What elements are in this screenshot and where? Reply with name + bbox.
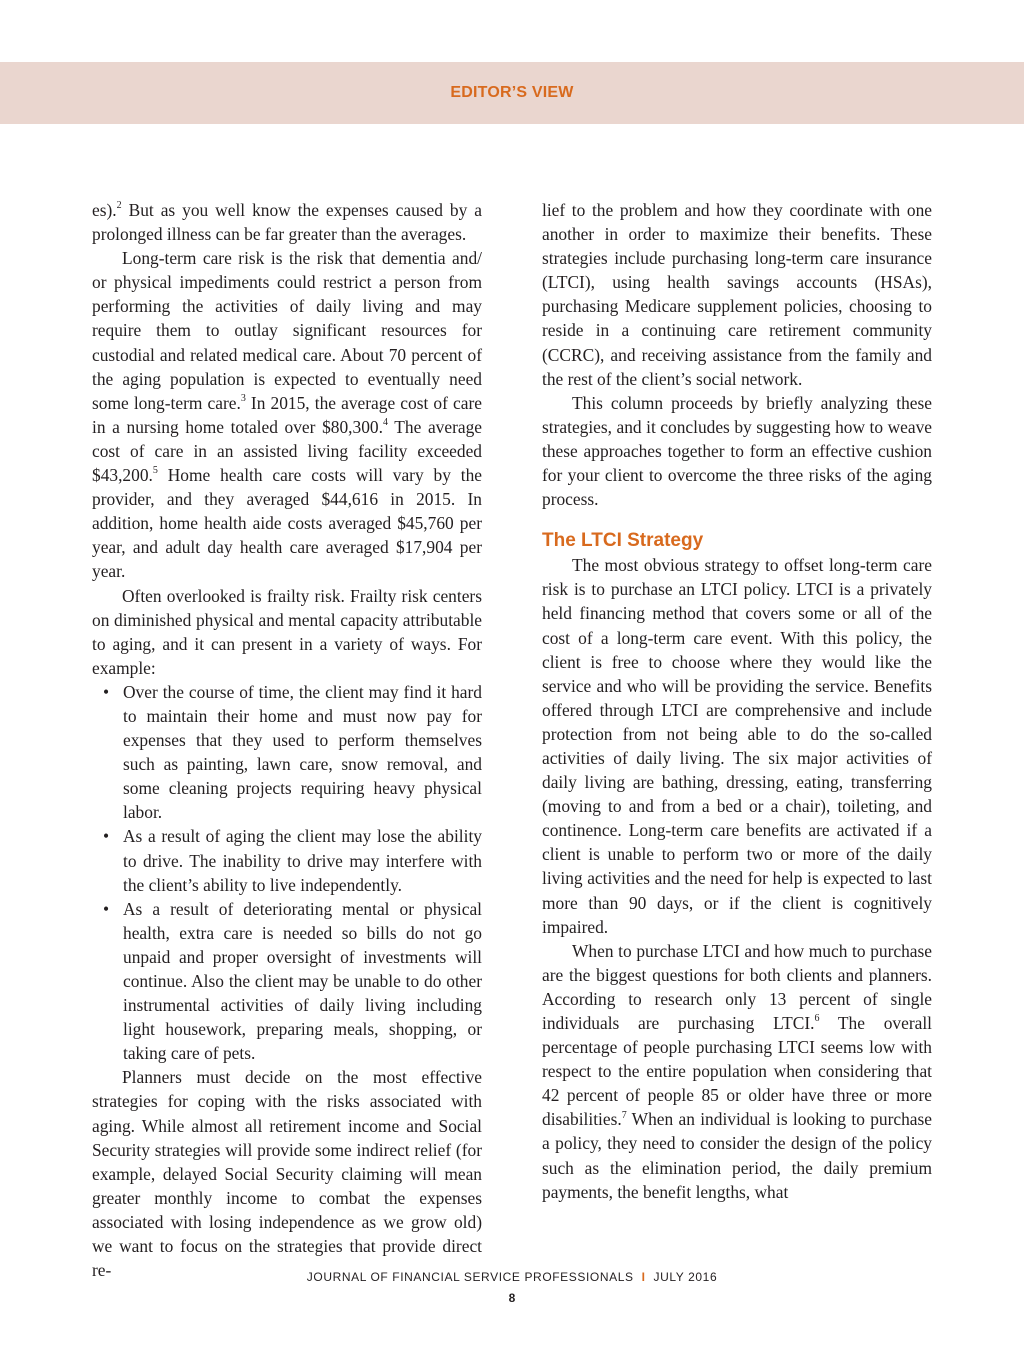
- issue-date: JULY 2016: [653, 1270, 718, 1284]
- journal-name: JOURNAL OF FINANCIAL SERVICE PROFESSIONALS: [306, 1270, 634, 1284]
- paragraph: This column proceeds by briefly analyzing these strategies, and it concludes by suggesting how to weave these approaches together to form an effective cushion for your client to overcome the three risks of the aging process.: [542, 392, 932, 510]
- footnote-ref: 4: [382, 417, 388, 429]
- text-run: es).: [92, 200, 117, 220]
- text-run: The overall percentage of people purchasing LTCI seems low with respect to the entire population when considering that 42 percent of people 85 or older have three or more disabilities.: [542, 1013, 932, 1130]
- section-banner: [0, 62, 1024, 124]
- banner-title: EDITOR’S VIEW: [450, 84, 574, 101]
- left-column: [92, 198, 482, 1282]
- footer-separator: I: [641, 1270, 646, 1284]
- paragraph: Often overlooked is frailty risk. Frailty risk centers on diminished physical and mental capacity attributable to aging, and it can present in a variety of ways. For example:: [92, 585, 482, 678]
- paragraph: Planners must decide on the most effective strategies for coping with the risks associated with aging. While almost all retirement income and Social Security strategies will provide some indirect relief (for example, delayed Social Security claiming will mean greater monthly income to combat the expenses associated with losing independence as we grow old) we want to focus on the strategies that provide direct re-: [92, 1067, 482, 1281]
- paragraph: [92, 198, 482, 246]
- footnote-ref: 3: [240, 392, 246, 404]
- right-column: [542, 198, 932, 1204]
- text-run: Long-term care risk is the risk that dementia and/ or physical impediments could restrict a person from performing the activities of daily living and may require them to outlay significant resources for custodial and related medical care. About 70 percent of the aging population is expected to eventually need some long-term care.: [92, 248, 482, 413]
- footnote-ref: 5: [152, 465, 158, 477]
- list-item: • As a result of deteriorating mental or physical health, extra care is needed so bills do not go unpaid and proper oversight of investments will continue. Also the client may be unable to do other instrumental activities of daily living including light housework, preparing meals, shopping, or taking care of pets.: [123, 897, 482, 1066]
- list-item: • Over the course of time, the client may find it hard to maintain their home and must now pay for expenses that they used to perform themselves such as painting, lawn care, snow removal, and some cleaning projects requiring heavy physical labor.: [123, 680, 482, 825]
- footnote-ref: 7: [621, 1109, 627, 1121]
- text-run: But as you well know the expenses caused by a prolonged illness can be far greater than the averages.: [92, 200, 482, 245]
- paragraph: [92, 246, 482, 583]
- paragraph: lief to the problem and how they coordinate with one another in order to maximize their benefits. These strategies include purchasing long-term care insurance (LTCI), using health savings accounts (HSAs), purchasing Medicare supplement policies, choosing to reside in a continuing care retirement community (CCRC), and receiving assistance from the family and the rest of the client’s social network.: [542, 200, 932, 389]
- footnote-ref: 6: [814, 1013, 820, 1025]
- text-run: The average cost of care in an assisted living facility exceeded $43,200.: [92, 416, 482, 486]
- bullet-list: [92, 680, 482, 1066]
- paragraph: [542, 939, 932, 1204]
- text-run: When to purchase LTCI and how much to purchase are the biggest questions for both clients and planners. According to research only 13 percent of single individuals are purchasing LTCI.: [542, 940, 932, 1033]
- page-number: 8: [508, 1291, 516, 1305]
- paragraph: The most obvious strategy to offset long-term care risk is to purchase an LTCI policy. LTCI is a privately held financing method that covers some or all of the cost of a long-term care event. With this policy, the client is free to choose where they would like the service and who will be providing the service. Benefits offered through LTCI are comprehensive and include protection from not being able to do the so-called activities of daily living. The six major activities of daily living are bathing, dressing, eating, transferring (moving to and from a bed or a chair), toileting, and continence. Long-term care benefits are activated if a client is unable to perform two or more of the daily living activities and the need for help is expected to last more than 90 days, or if the client is cognitively impaired.: [542, 555, 932, 937]
- page-footer: [0, 1270, 1024, 1284]
- list-item: • As a result of aging the client may lose the ability to drive. The inability to drive may interfere with the client’s ability to live independently.: [123, 824, 482, 896]
- text-run: In 2015, the average cost of care in a nursing home totaled over $80,300.: [92, 392, 482, 437]
- footnote-ref: 2: [116, 200, 122, 212]
- text-run: When an individual is looking to purchase a policy, they need to consider the design of the policy such as the elimination period, the daily premium payments, the benefit lengths, what: [542, 1109, 932, 1202]
- section-heading: The LTCI Strategy: [542, 530, 704, 552]
- text-run: Home health care costs will vary by the provider, and they averaged $44,616 in 2015. In addition, home health aide costs averaged $45,760 per year, and adult day health care averaged $17,904 per year.: [92, 465, 482, 582]
